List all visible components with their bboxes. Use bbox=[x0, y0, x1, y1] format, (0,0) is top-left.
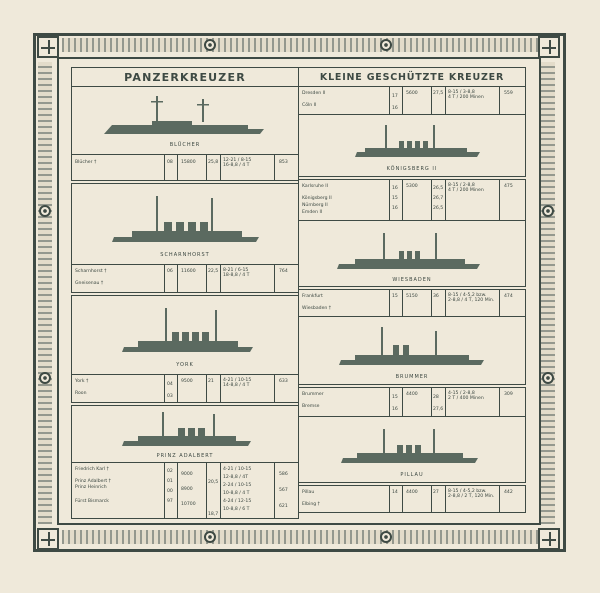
displacement-cell: 5150 bbox=[406, 294, 418, 299]
iron-cross-icon bbox=[538, 36, 560, 58]
ship-data-table bbox=[71, 155, 299, 181]
iron-cross-icon bbox=[538, 528, 560, 550]
displacement-cell: 4400 bbox=[406, 490, 418, 495]
launch-year-cell: 17 16 bbox=[392, 94, 398, 111]
armament-cell: 8-15 / 2-8,8 4 T / 200 Minen bbox=[448, 183, 484, 193]
speed-cell: 28 27,6 bbox=[433, 395, 444, 412]
ship-data-table bbox=[71, 463, 299, 519]
ship-class-name: PRINZ ADALBERT bbox=[156, 453, 214, 459]
column-title: PANZERKREUZER bbox=[71, 67, 299, 87]
ship-name-cell: Pillau bbox=[302, 490, 315, 495]
crew-cell: 853 bbox=[279, 160, 288, 165]
ship-class-name: YORK bbox=[176, 362, 194, 368]
displacement-cell: 5300 bbox=[406, 184, 418, 189]
armament-cell: 8-21 / 6-15 18-8,8 / 4 T bbox=[223, 268, 250, 278]
ship-name-cell: Prinz Heinrich bbox=[75, 485, 107, 490]
ship-name-cell: Königsberg II bbox=[302, 196, 332, 201]
ship-name-cell: Cöln II bbox=[302, 103, 317, 108]
ship-name-cell: Bremse bbox=[302, 404, 320, 409]
armament-cell: 12-21 / 8-15 16-8,8 / 4 T bbox=[223, 158, 252, 168]
ship-name-cell: Nürnberg II bbox=[302, 203, 328, 208]
ship-name-cell: Frankfurt bbox=[302, 294, 323, 299]
bottom-ornament-band bbox=[62, 530, 538, 544]
ship-name-cell: Brummer bbox=[302, 392, 324, 397]
crew-cell: 633 bbox=[279, 379, 288, 384]
crew-cell: 475 bbox=[504, 184, 513, 189]
ship-data-table bbox=[71, 265, 299, 293]
ship-illustration-pillau bbox=[298, 417, 526, 483]
ship-name-cell: Elbing † bbox=[302, 502, 320, 507]
armament-cell: 8-15 / 4-5,2 bzw. 2-8,8 / 4 T, 120 Min. bbox=[448, 293, 495, 303]
launch-year-cell: 08 bbox=[167, 160, 173, 165]
ship-data-table bbox=[298, 289, 526, 317]
crew-cell: 764 bbox=[279, 269, 288, 274]
launch-year-cell: 04 03 bbox=[167, 382, 173, 399]
ship-data-table bbox=[298, 179, 526, 221]
ship-name-cell: Prinz Adalbert † bbox=[75, 479, 111, 484]
displacement-cell: 9000 8900 10700 bbox=[181, 472, 196, 507]
kleine-kreuzer-column bbox=[298, 67, 526, 513]
speed-cell: 22,5 bbox=[208, 269, 219, 274]
crew-cell: 474 bbox=[504, 294, 513, 299]
panzerkreuzer-column bbox=[71, 67, 299, 519]
armament-cell: 4-15 / 2-8,8 2 T / 400 Minen bbox=[448, 391, 484, 401]
ship-name-cell: Scharnhorst † bbox=[75, 269, 107, 274]
ship-illustration-bluecher bbox=[71, 87, 299, 155]
ship-class-name: KÖNIGSBERG II bbox=[386, 166, 438, 172]
ship-illustration-scharnhorst bbox=[71, 183, 299, 265]
ship-class-name: WIESBADEN bbox=[392, 277, 432, 283]
ship-data-table bbox=[298, 387, 526, 417]
ship-class-name: SCHARNHORST bbox=[160, 252, 210, 258]
rosette-icon bbox=[39, 205, 51, 217]
top-ornament-band bbox=[62, 38, 538, 52]
speed-cell: 26,5 26,7 26,5 bbox=[433, 186, 444, 211]
rosette-icon bbox=[542, 372, 554, 384]
launch-year-cell: 02 01 00 97 bbox=[167, 469, 173, 504]
launch-year-cell: 15 16 bbox=[392, 395, 398, 412]
crew-cell: 442 bbox=[504, 490, 513, 495]
launch-year-cell: 15 bbox=[392, 294, 398, 299]
ship-class-name: BLÜCHER bbox=[169, 142, 201, 148]
ship-data-table bbox=[298, 87, 526, 115]
ship-name-cell: Wiesbaden † bbox=[302, 306, 332, 311]
displacement-cell: 11600 bbox=[181, 269, 196, 274]
crew-cell: 559 bbox=[504, 91, 513, 96]
displacement-cell: 9500 bbox=[181, 379, 193, 384]
ship-class-name: BRUMMER bbox=[395, 374, 429, 380]
launch-year-cell: 16 15 16 bbox=[392, 186, 398, 211]
speed-cell: 36 bbox=[433, 294, 439, 299]
ship-name-cell: York † bbox=[75, 379, 89, 384]
ship-name-cell: Fürst Bismarck bbox=[75, 499, 109, 504]
speed-cell: 27 bbox=[433, 490, 439, 495]
ship-name-cell: Dresden II bbox=[302, 91, 326, 96]
ship-name-cell: Gneisenau † bbox=[75, 281, 104, 286]
launch-year-cell: 14 bbox=[392, 490, 398, 495]
rosette-icon bbox=[380, 39, 392, 51]
armament-cell: 8-15 / 3-8,8 4 T / 200 Minen bbox=[448, 90, 484, 100]
crew-cell: 309 bbox=[504, 392, 513, 397]
iron-cross-icon bbox=[37, 36, 59, 58]
ship-name-cell: Karlsruhe II bbox=[302, 184, 329, 189]
ship-data-table bbox=[298, 485, 526, 513]
speed-cell: 25,8 bbox=[208, 160, 219, 165]
ship-name-cell: Blücher † bbox=[75, 160, 97, 165]
rosette-icon bbox=[39, 372, 51, 384]
displacement-cell: 4400 bbox=[406, 392, 418, 397]
ship-illustration-koenigsberg bbox=[298, 115, 526, 177]
ship-illustration-wiesbaden bbox=[298, 221, 526, 287]
iron-cross-icon bbox=[37, 528, 59, 550]
speed-cell: 27,5 bbox=[433, 91, 444, 96]
displacement-cell: 5600 bbox=[406, 91, 418, 96]
rosette-icon bbox=[204, 39, 216, 51]
armament-cell: 4-21 / 10-15 12-8,8 / 4T 2-24 / 10-15 10-8,8 / 4 T 4-24 / 12-15 10-8,8 / 6 T bbox=[223, 467, 252, 512]
ship-illustration-brummer bbox=[298, 317, 526, 385]
ship-illustration-prinz-adalbert bbox=[71, 405, 299, 463]
armament-cell: 8-15 / 4-5,2 bzw. 2-8,8 / 2 T, 120 Min. bbox=[448, 489, 495, 499]
displacement-cell: 15800 bbox=[181, 160, 196, 165]
crew-cell: 586 567 621 bbox=[279, 472, 288, 509]
ship-class-name: PILLAU bbox=[400, 472, 424, 478]
left-ornament-band bbox=[38, 62, 52, 524]
ship-illustration-york bbox=[71, 295, 299, 375]
ship-name-cell: Friedrich Karl † bbox=[75, 467, 109, 472]
ship-data-table bbox=[71, 375, 299, 403]
ship-name-cell: Roon bbox=[75, 391, 87, 396]
rosette-icon bbox=[542, 205, 554, 217]
rosette-icon bbox=[204, 531, 216, 543]
speed-cell: 20,5 18,7 bbox=[208, 480, 219, 517]
ship-name-cell: Emden II bbox=[302, 210, 323, 215]
armament-cell: 4-21 / 10-15 14-8,8 / 4 T bbox=[223, 378, 252, 388]
rosette-icon bbox=[380, 531, 392, 543]
right-ornament-band bbox=[541, 62, 555, 524]
speed-cell: 21 bbox=[208, 379, 214, 384]
column-title: KLEINE GESCHÜTZTE KREUZER bbox=[298, 67, 526, 87]
launch-year-cell: 06 bbox=[167, 269, 173, 274]
